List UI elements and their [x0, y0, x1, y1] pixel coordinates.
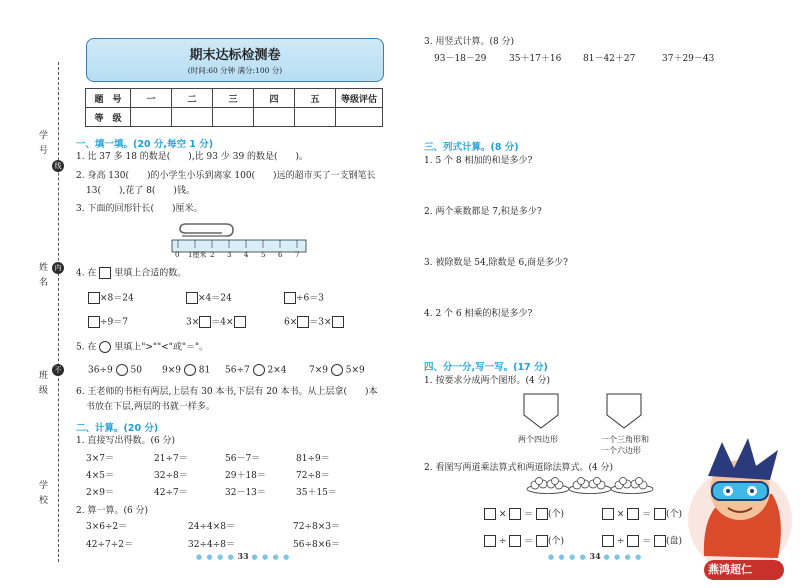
pentagon-shape-2	[606, 393, 642, 429]
list-calc-3: 3. 被除数是 54,除数是 6,商是多少?	[424, 258, 568, 268]
div-eq-2: ÷ ＝ (盘)	[602, 535, 682, 548]
page-dots: ● ● ● ●	[196, 552, 235, 561]
table-cell: 三	[213, 89, 254, 108]
unit-text: (盘)	[666, 536, 683, 547]
plate-icon	[610, 476, 654, 494]
q5-prefix: 5. 在	[76, 342, 97, 353]
question-1-6b: 书放在下层,两层的书就一样多。	[86, 402, 215, 412]
calc-2-r2c3: 56÷8×6＝	[293, 540, 340, 550]
answer-box[interactable]	[88, 316, 100, 328]
unit-text: (个)	[548, 536, 565, 547]
expr-text: ＝3×	[309, 317, 332, 328]
expr-text: 56÷7	[225, 365, 250, 376]
div-eq-1: ÷ ＝ (个)	[484, 535, 564, 548]
answer-box[interactable]	[199, 316, 211, 328]
title-banner	[86, 38, 384, 82]
mascot-logo-text: 燕鸿超仁	[708, 563, 752, 576]
page-title: 期末达标检测卷	[189, 48, 281, 63]
compare-circle[interactable]	[184, 364, 196, 376]
expr-text: 9×9	[162, 365, 181, 376]
question-1-1: 1. 比 37 多 18 的数是( ),比 93 少 39 的数是( )。	[76, 152, 309, 162]
expr-text: 50	[130, 365, 142, 376]
q4-row2-item3	[284, 316, 344, 329]
calc-1-r3c3: 32－13＝	[225, 488, 266, 498]
expr-text: 81	[198, 365, 211, 376]
mult-eq-1: × ＝ (个)	[484, 508, 564, 521]
q5-item1	[88, 364, 142, 377]
calc-1-r3c1: 2×9＝	[86, 488, 114, 498]
shape-2-label-a: 一个三角形和	[601, 435, 649, 444]
table-cell: 四	[254, 89, 295, 108]
calc-3-item2: 35＋17＋16	[509, 54, 562, 64]
expr-text: 2×4	[267, 365, 287, 376]
expr-text: ÷6＝3	[296, 293, 324, 304]
grade-input-3[interactable]	[213, 108, 254, 127]
answer-box[interactable]	[602, 535, 614, 547]
calc-1-r2c2: 32÷8＝	[154, 471, 188, 481]
compare-circle[interactable]	[331, 364, 343, 376]
sidebar-label-class: 班级	[37, 370, 47, 400]
page-dots: ● ● ● ●	[603, 552, 643, 561]
table-cell: 题 号	[86, 89, 131, 108]
expr-text: 36÷9	[88, 365, 113, 376]
answer-box[interactable]	[627, 508, 639, 520]
q5-suffix: 里填上">""<"或"＝"。	[114, 342, 209, 353]
ruler-label-6: 6	[278, 251, 283, 259]
calc-1-r2c3: 29＋18＝	[225, 471, 266, 481]
section-4-heading: 四、分一分,写一写。(17 分)	[424, 362, 548, 373]
sidebar-label-name: 姓名	[37, 262, 47, 292]
q4-row1-item1	[88, 292, 134, 305]
mascot-logo	[682, 436, 794, 582]
mult-eq-2: × ＝ (个)	[602, 508, 682, 521]
question-1-3: 3. 下面的回形针长( )厘米。	[76, 204, 203, 214]
unit-text: (个)	[548, 509, 565, 520]
answer-box[interactable]	[536, 508, 548, 520]
page-number-left	[196, 551, 290, 561]
table-cell: 一	[131, 89, 172, 108]
sidebar-mark-not: 不	[52, 364, 64, 376]
compare-circle[interactable]	[253, 364, 265, 376]
ruler-label-5: 5	[261, 251, 266, 259]
page-number-text: 33	[237, 551, 249, 561]
answer-circle-icon	[99, 341, 111, 353]
page-dots: ● ● ● ●	[548, 552, 587, 561]
list-calc-4: 4. 2 个 6 相乘的积是多少?	[424, 309, 533, 319]
section-1-heading: 一、填一填。(20 分,每空 1 分)	[76, 139, 214, 150]
calc-1-r1c2: 21÷7＝	[154, 454, 188, 464]
q5-item3	[225, 364, 286, 377]
question-1-6a: 6. 王老师的书柜有两层,上层有 30 本书,下层有 20 本书。从上层拿( )本	[76, 387, 378, 397]
q4-row2-item2	[186, 316, 246, 329]
page-number-text: 34	[589, 551, 601, 561]
answer-box-icon	[99, 267, 111, 279]
question-1-5	[76, 341, 208, 354]
ruler-label-1: 1厘米	[188, 251, 207, 259]
sidebar-label-school: 学校	[37, 480, 47, 510]
calc-1-r1c4: 81÷9＝	[296, 454, 330, 464]
shape-1-label: 两个四边形	[518, 435, 558, 444]
answer-box[interactable]	[536, 535, 548, 547]
sidebar-mark-line: 线	[52, 160, 64, 172]
sidebar-label-id: 学号	[37, 130, 47, 160]
expr-text: ＝4×	[211, 317, 234, 328]
answer-box[interactable]	[602, 508, 614, 520]
expr-text: 7×9	[309, 365, 328, 376]
calc-2-r2c2: 32÷4÷8＝	[188, 540, 235, 550]
expr-text: 6×	[284, 317, 298, 328]
compare-circle[interactable]	[116, 364, 128, 376]
calc-3-item1: 93－18－29	[434, 54, 487, 64]
answer-box[interactable]	[88, 292, 100, 304]
pentagon-shape-1	[523, 393, 559, 429]
answer-box[interactable]	[654, 535, 666, 547]
table-cell: 等级评估	[336, 89, 383, 108]
calc-2-r2c1: 42÷7÷2＝	[86, 540, 133, 550]
table-cell: 二	[172, 89, 213, 108]
calc-2-r1c3: 72÷8×3＝	[293, 522, 340, 532]
q5-item4	[309, 364, 365, 377]
calc-1-r1c3: 56－7＝	[225, 454, 261, 464]
q4-prefix: 4. 在	[76, 268, 97, 279]
calc-2-r1c2: 24÷4×8＝	[188, 522, 235, 532]
calc-2-r1c1: 3×6÷2＝	[86, 522, 128, 532]
divide-2-heading: 2. 看图写两道乘法算式和两道除法算式。(4 分)	[424, 463, 614, 473]
expr-text: ÷9＝7	[100, 317, 128, 328]
ruler-label-0: 0	[175, 251, 180, 259]
grade-input-5[interactable]	[295, 108, 336, 127]
calc-1-r3c4: 35＋15＝	[296, 488, 337, 498]
binding-line	[58, 62, 59, 562]
grade-input-1[interactable]	[131, 108, 172, 127]
section-2-heading: 二、计算。(20 分)	[76, 423, 159, 434]
ruler-label-7: 7	[295, 251, 300, 259]
answer-box[interactable]	[332, 316, 344, 328]
expr-text: ×8＝24	[100, 293, 134, 304]
answer-box[interactable]	[297, 316, 309, 328]
expr-text: 5×9	[345, 365, 365, 376]
q4-suffix: 里填上合适的数。	[114, 268, 187, 279]
unit-text: (个)	[666, 509, 683, 520]
table-cell: 等 级	[86, 108, 131, 127]
answer-box[interactable]	[186, 292, 198, 304]
question-1-2a: 2. 身高 130( )的小学生小乐到离家 100( )远的超市买了一支钢笔长	[76, 171, 376, 181]
plate-icon	[568, 476, 612, 494]
calc-1-r1c1: 3×7＝	[86, 454, 114, 464]
page-dots: ● ● ● ●	[251, 552, 291, 561]
calc-1-r3c2: 42÷7＝	[154, 488, 188, 498]
answer-box[interactable]	[484, 508, 496, 520]
calc-1-heading: 1. 直接写出得数。(6 分)	[76, 436, 176, 446]
grade-table	[85, 88, 383, 127]
calc-3-heading: 3. 用竖式计算。(8 分)	[424, 37, 515, 47]
q5-item2	[162, 364, 210, 377]
calc-2-heading: 2. 算一算。(6 分)	[76, 506, 149, 516]
table-row	[86, 108, 383, 127]
list-calc-2: 2. 两个乘数都是 7,积是多少?	[424, 207, 542, 217]
expr-text: 3×	[186, 317, 200, 328]
answer-box[interactable]	[654, 508, 666, 520]
table-cell: 五	[295, 89, 336, 108]
divide-1-heading: 1. 按要求分成两个图形。(4 分)	[424, 376, 551, 386]
question-1-4	[76, 267, 186, 280]
calc-1-r2c4: 72÷8＝	[296, 471, 330, 481]
ruler-label-4: 4	[244, 251, 249, 259]
page-subtitle: (时间:60 分钟 满分:100 分)	[187, 66, 283, 75]
grade-input-4[interactable]	[254, 108, 295, 127]
q4-row1-item3	[284, 292, 324, 305]
q4-row1-item2	[186, 292, 232, 305]
q4-row2-item1	[88, 316, 128, 329]
calc-1-r2c1: 4×5＝	[86, 471, 114, 481]
answer-box[interactable]	[509, 535, 521, 547]
answer-box[interactable]	[484, 535, 496, 547]
question-1-2b: 13( ),花了 8( )钱。	[86, 186, 195, 196]
grade-input-total[interactable]	[336, 108, 383, 127]
calc-3-item4: 37＋29－43	[662, 54, 715, 64]
shape-2-label-b: 一个六边形	[601, 446, 641, 455]
page-number-right	[548, 551, 642, 561]
answer-box[interactable]	[284, 292, 296, 304]
section-3-heading: 三、列式计算。(8 分)	[424, 142, 519, 153]
table-row	[86, 89, 383, 108]
ruler-label-3: 3	[227, 251, 232, 259]
grade-input-2[interactable]	[172, 108, 213, 127]
answer-box[interactable]	[234, 316, 246, 328]
ruler-label-2: 2	[210, 251, 215, 259]
calc-3-item3: 81－42＋27	[583, 54, 636, 64]
sidebar-mark-inner: 内	[52, 262, 64, 274]
answer-box[interactable]	[509, 508, 521, 520]
answer-box[interactable]	[627, 535, 639, 547]
plate-icon	[526, 476, 570, 494]
expr-text: ×4＝24	[198, 293, 232, 304]
list-calc-1: 1. 5 个 8 相加的和是多少?	[424, 156, 533, 166]
